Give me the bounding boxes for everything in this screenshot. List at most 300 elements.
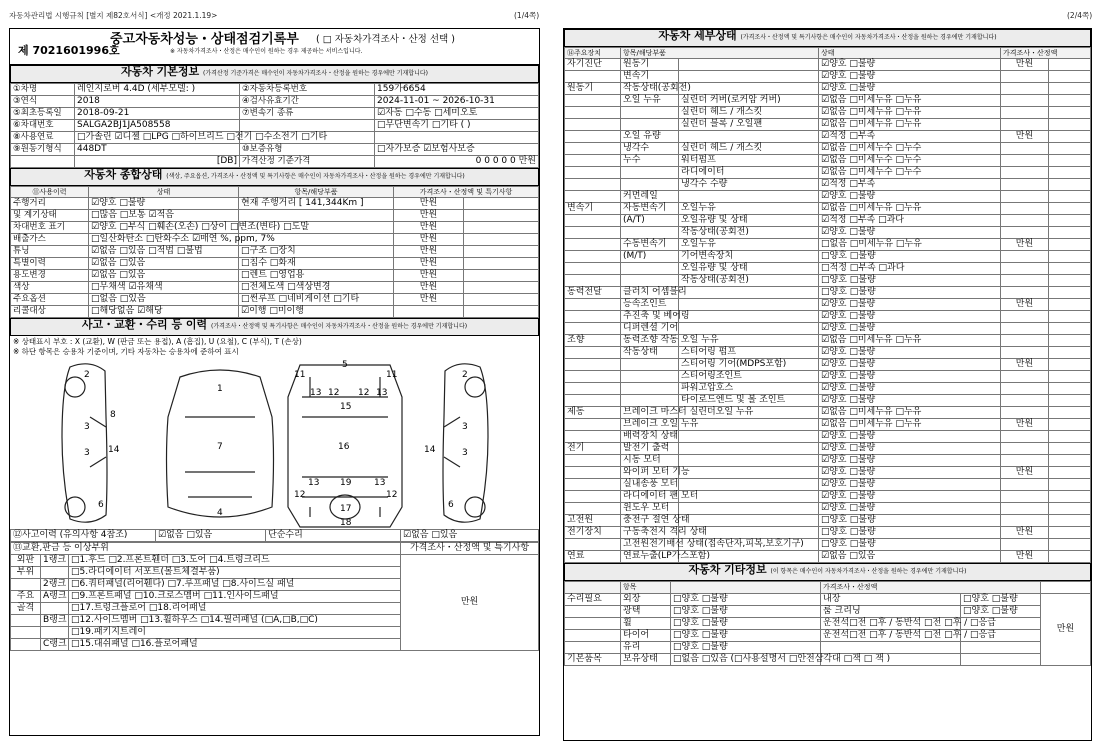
table-cell [1049, 179, 1091, 191]
table-cell [1001, 503, 1049, 515]
table-cell [1049, 215, 1091, 227]
table-cell: 실내송풍 모터 [621, 479, 679, 491]
panel-label: 8 [110, 410, 116, 420]
table-cell [679, 431, 819, 443]
section-title: 자동차 종합상태 (색상, 주요옵션, 가격조사・산정액 및 특기사항은 매수인이 자동차가격조사・산정을 원하는 경우에만 기재합니다) [10, 168, 539, 186]
table-cell: 시동 모터 [621, 455, 679, 467]
table-cell [1049, 479, 1091, 491]
table-cell [11, 627, 41, 639]
table-cell [679, 419, 819, 431]
table-cell [1001, 275, 1049, 287]
table-row [565, 371, 1091, 383]
table-cell: ⑭주요장치 [565, 48, 621, 59]
table-cell: □6.쿼터패널(리어휀다) □7.루프패널 □8.사이드실 패널 [69, 579, 401, 591]
table-cell [565, 491, 621, 503]
table-cell: 브레이크 마스터 실린더오일 누유 [621, 407, 679, 419]
table-cell [11, 615, 41, 627]
table-cell [621, 383, 679, 395]
table-row [565, 491, 1091, 503]
table-cell [1049, 83, 1091, 95]
table-cell: 1랭크 [41, 555, 69, 567]
table-cell: 냉각수 [621, 143, 679, 155]
table-cell: ⑧사용연료 [11, 132, 75, 144]
form-header: 자동차관리법 시행규칙 [별지 제82호서식] <개정 2021.1.19> [9, 11, 218, 20]
table-cell [1001, 227, 1049, 239]
table-cell: 수동변속기 [621, 239, 679, 251]
table-cell: 오일누유 [679, 203, 819, 215]
table-cell [1001, 71, 1049, 83]
table-cell: ☑양호 □불량 [819, 383, 1001, 395]
table-cell: □전체도색 □색상변경 [239, 282, 394, 294]
table-cell [1049, 203, 1091, 215]
table-row [11, 543, 539, 555]
table-cell: 스티어링조인트 [679, 371, 819, 383]
table-row [565, 119, 1091, 131]
table-cell: 자동변속기 [621, 203, 679, 215]
table-cell [464, 222, 539, 234]
section-title: 자동차 기본정보 (가격산정 기준가격은 매수인이 자동차가격조사・산정을 원하는 경우에만 기재합니다) [10, 65, 539, 83]
table-cell [464, 234, 539, 246]
table-cell [679, 191, 819, 203]
table-cell: 가격조사・산정액 및 특기사항 [394, 187, 539, 198]
table-cell [1049, 359, 1091, 371]
table-cell: 항목/해당부품 [621, 48, 819, 59]
table-cell: 가격산정 기준가격 [240, 156, 375, 168]
table-cell: 추진축 및 베어링 [621, 311, 679, 323]
table-cell: 2018-09-21 [75, 108, 240, 120]
table-cell: ☑양호 □불량 [89, 198, 239, 210]
table-cell: 만원 [1001, 527, 1049, 539]
table-cell [1001, 395, 1049, 407]
table-cell: ☑양호 □불량 [819, 491, 1001, 503]
table-cell [565, 119, 621, 131]
table-cell: 만원 [1001, 131, 1049, 143]
table-row [565, 227, 1091, 239]
table-cell [1049, 383, 1091, 395]
table-cell: 리콜대상 [11, 306, 89, 318]
table-cell [1001, 179, 1049, 191]
table-cell [1049, 263, 1091, 275]
table-cell: 만원 [1001, 419, 1049, 431]
table-cell [565, 347, 621, 359]
table-cell: 가격조사・산정액 [821, 582, 1041, 594]
table-cell [565, 191, 621, 203]
table-cell [464, 258, 539, 270]
table-cell [1049, 371, 1091, 383]
table-cell [679, 455, 819, 467]
table-cell: 스티어링 펌프 [679, 347, 819, 359]
table-row [565, 167, 1091, 179]
table-cell: 색상 [11, 282, 89, 294]
table-cell: ☑없음 □미세누유 □누유 [819, 335, 1001, 347]
table-cell: 상태 [819, 48, 1001, 59]
table-row [565, 503, 1091, 515]
table-cell [1001, 287, 1049, 299]
table-cell: C랭크 [41, 639, 69, 651]
table-cell [464, 198, 539, 210]
table-cell: 연료 [565, 551, 621, 563]
table-row [11, 246, 539, 258]
table-cell [1001, 335, 1049, 347]
table-cell [621, 359, 679, 371]
table-cell: 항목/해당부품 [239, 187, 394, 198]
table-row [565, 359, 1091, 371]
table-cell [1049, 59, 1091, 71]
panel-label: 12 [328, 388, 340, 398]
page-number: (2/4쪽) [1067, 11, 1093, 20]
table-row [11, 84, 539, 96]
table-cell: □15.대쉬패널 □16.플로어패널 [69, 639, 401, 651]
table-cell [464, 246, 539, 258]
table-cell: 작동상태(공회전) [621, 83, 679, 95]
table-row [11, 144, 539, 156]
table-cell: □렌트 □영업용 [239, 270, 394, 282]
table-row [565, 215, 1091, 227]
table-cell [621, 275, 679, 287]
table-cell [565, 263, 621, 275]
table-cell: □양호 □불량 [819, 515, 1001, 527]
table-cell: 2018 [75, 96, 240, 108]
table-row [565, 654, 1091, 666]
table-row [565, 275, 1091, 287]
table-cell: □양호 □불량 [671, 630, 821, 642]
table-cell [565, 539, 621, 551]
table-cell: ☑적정 □부족 [819, 131, 1001, 143]
panel-label: 12 [358, 388, 370, 398]
table-row [565, 251, 1091, 263]
panel-label: 17 [340, 504, 352, 514]
table-row [11, 258, 539, 270]
table-cell: ☑양호 □불량 [819, 371, 1001, 383]
table-cell: 오일 유량 [621, 131, 679, 143]
table-cell [1049, 431, 1091, 443]
table-cell [565, 215, 621, 227]
table-cell: 냉각수 수량 [679, 179, 819, 191]
table-cell: ☑자동 □수동 □세미오토 [375, 108, 539, 120]
table-cell: ☑양호 □불량 [819, 311, 1001, 323]
table-cell [464, 282, 539, 294]
table-cell: ☑없음 □미세누유 □누유 [819, 203, 1001, 215]
overall-status-table [10, 186, 539, 318]
table-cell [1049, 107, 1091, 119]
table-cell: ☑없음 □있음 [89, 258, 239, 270]
table-cell: ☑없음 □있음 [156, 530, 266, 542]
table-cell [565, 239, 621, 251]
table-cell: 전기장치 [565, 527, 621, 539]
table-cell [565, 503, 621, 515]
table-cell: 차대번호 표기 [11, 222, 89, 234]
table-cell: ⑤최초등록일 [11, 108, 75, 120]
table-cell: 만원 [394, 282, 464, 294]
panel-label: 15 [340, 402, 352, 412]
table-cell [1049, 551, 1091, 563]
table-cell: 실린더 커버(로커암 커버) [679, 95, 819, 107]
table-cell: 등속조인트 [621, 299, 679, 311]
table-cell [1049, 467, 1091, 479]
panel-label: 12 [386, 490, 398, 500]
table-cell: □9.프론트패널 □10.크로스멤버 □11.인사이드패널 [69, 591, 401, 603]
legend: ※ 상태표시 부호 : X (교환), W (판금 또는 용접), A (흠집), U (요철), C (부식), T (손상) [13, 337, 302, 346]
table-row [565, 263, 1091, 275]
table-cell: 만원 [394, 270, 464, 282]
table-cell: ☑없음 □미세누유 □누유 [819, 419, 1001, 431]
table-cell: ☑양호 □불량 [819, 191, 1001, 203]
table-cell: 워터펌프 [679, 155, 819, 167]
table-cell [565, 299, 621, 311]
table-cell [464, 294, 539, 306]
table-cell: □많음 □보통 ☑적음 [89, 210, 239, 222]
table-cell [565, 642, 621, 654]
table-cell [679, 311, 819, 323]
table-cell [1049, 503, 1091, 515]
table-cell [621, 371, 679, 383]
table-cell [679, 131, 819, 143]
table-cell [679, 83, 819, 95]
table-cell [11, 156, 75, 168]
etc-table [564, 581, 1091, 666]
table-cell: SALGA2BJ1JA508558 [75, 120, 240, 132]
doc-title-block [10, 29, 539, 65]
table-row [565, 594, 1091, 606]
page-2 [563, 28, 1092, 741]
table-cell [565, 431, 621, 443]
table-cell [1049, 335, 1091, 347]
table-cell [679, 443, 819, 455]
table-row [565, 582, 1091, 594]
table-cell: □양호 □불량 [961, 594, 1041, 606]
table-row [565, 455, 1091, 467]
table-cell: 외장 [621, 594, 671, 606]
panel-label: 3 [462, 448, 468, 458]
table-cell [1001, 155, 1049, 167]
table-cell: □무채색 ☑유채색 [89, 282, 239, 294]
table-cell: 현재 주행거리 [ 141,344Km ] [239, 198, 394, 210]
table-cell [1001, 383, 1049, 395]
table-cell: ③연식 [11, 96, 75, 108]
table-cell: 오일누유 [679, 239, 819, 251]
panel-label: 14 [424, 445, 436, 455]
table-cell: 만원 [1001, 359, 1049, 371]
table-cell [565, 311, 621, 323]
table-cell: 주행거리 [11, 198, 89, 210]
table-cell: 작동상태(공회전) [679, 227, 819, 239]
table-cell: 2024-11-01 ~ 2026-10-31 [375, 96, 539, 108]
table-cell [565, 395, 621, 407]
doc-number: 제 7021601996호 [18, 44, 120, 57]
table-row [565, 335, 1091, 347]
table-row [11, 555, 539, 567]
table-cell [821, 642, 961, 654]
table-row [11, 108, 539, 120]
table-cell: ☑없음 □미세누수 □누수 [819, 143, 1001, 155]
table-cell [565, 467, 621, 479]
table-cell: 변속기 [621, 71, 679, 83]
table-cell: 클러치 어셈블리 [621, 287, 679, 299]
table-cell: ☑양호 □불량 [819, 479, 1001, 491]
table-cell: ☑없음 □미세누유 □누유 [819, 407, 1001, 419]
table-cell: 윈도우 모터 [621, 503, 679, 515]
table-cell: ☑양호 □불량 [819, 395, 1001, 407]
panel-label: 13 [308, 478, 320, 488]
table-cell: 동력조향 작동 오일 누유 [621, 335, 679, 347]
table-cell: □1.후드 □2.프론트휀더 □3.도어 □4.트렁크리드 [69, 555, 401, 567]
table-cell [1049, 323, 1091, 335]
table-cell [1049, 119, 1091, 131]
panel-label: 18 [340, 518, 352, 528]
table-row [565, 419, 1091, 431]
table-cell [961, 654, 1041, 666]
table-cell: 발전기 출력 [621, 443, 679, 455]
table-cell: (M/T) [621, 251, 679, 263]
table-cell [565, 479, 621, 491]
table-row [565, 143, 1091, 155]
table-cell [565, 95, 621, 107]
table-cell [1001, 479, 1049, 491]
table-cell: 수리필요 [565, 594, 621, 606]
table-cell: 만원 [394, 294, 464, 306]
table-cell: ④검사유효기간 [240, 96, 375, 108]
table-cell [1049, 227, 1091, 239]
table-cell: 및 계기상태 [11, 210, 89, 222]
table-cell [679, 71, 819, 83]
table-row [11, 187, 539, 198]
table-cell [565, 227, 621, 239]
table-cell [565, 618, 621, 630]
table-row [565, 287, 1091, 299]
table-cell: ⑫사고이력 (유의사항 4참조) [11, 530, 156, 542]
table-row [11, 294, 539, 306]
table-row [565, 407, 1091, 419]
table-cell: ☑양호 □부식 □훼손(오손) □상이 □변조(변타) □도말 [89, 222, 239, 234]
table-cell [1049, 407, 1091, 419]
table-cell: 골격 [11, 603, 41, 615]
table-row [11, 270, 539, 282]
table-cell: ⑥차대번호 [11, 120, 75, 132]
table-cell: 오일 누유 [621, 95, 679, 107]
table-cell [679, 479, 819, 491]
table-cell: 자기진단 [565, 59, 621, 71]
table-cell [1041, 582, 1091, 594]
panel-label: 5 [342, 360, 348, 370]
table-cell [565, 143, 621, 155]
table-cell: 만원 [1001, 239, 1049, 251]
table-cell: 충전구 절연 상태 [621, 515, 679, 527]
table-row [565, 83, 1091, 95]
table-cell: □양호 □불량 [819, 287, 1001, 299]
table-cell: 만원 [394, 210, 464, 222]
table-cell [1049, 95, 1091, 107]
table-cell: 디퍼렌셜 기어 [621, 323, 679, 335]
table-cell [1001, 371, 1049, 383]
panel-label: 13 [310, 388, 322, 398]
panel-label: 3 [462, 422, 468, 432]
table-cell [41, 567, 69, 579]
table-cell: 만원 [1001, 299, 1049, 311]
table-cell [1001, 83, 1049, 95]
table-cell [1049, 491, 1091, 503]
table-cell: ②자동차등록번호 [240, 84, 375, 96]
table-cell: □양호 □불량 [671, 606, 821, 618]
section-title: 사고・교환・수리 등 이력 (가격조사・산정액 및 특기사항은 매수인이 자동차가격조사・산정을 원하는 경우에만 기재합니다) [10, 318, 539, 336]
table-cell [565, 455, 621, 467]
table-cell [565, 71, 621, 83]
panel-label: 6 [98, 500, 104, 510]
table-cell: 특별이력 [11, 258, 89, 270]
table-row [11, 156, 539, 168]
panel-label: 3 [84, 422, 90, 432]
panel-label: 16 [338, 442, 350, 452]
table-cell [565, 107, 621, 119]
table-cell [565, 606, 621, 618]
table-cell [1049, 419, 1091, 431]
table-cell [565, 179, 621, 191]
table-cell: □양호 □불량 [961, 606, 1041, 618]
accident-table [10, 529, 539, 542]
table-cell: 휠 [621, 618, 671, 630]
table-cell [464, 210, 539, 222]
table-cell: 파워고압호스 [679, 383, 819, 395]
table-cell: □침수 □화재 [239, 258, 394, 270]
table-cell: 만원 [1001, 467, 1049, 479]
table-cell: 만원 [394, 234, 464, 246]
table-cell: □17.트렁크플로어 □18.리어패널 [69, 603, 401, 615]
table-cell [1049, 287, 1091, 299]
table-cell [565, 275, 621, 287]
table-row [11, 210, 539, 222]
table-cell: □19.패키지트레이 [69, 627, 401, 639]
table-cell: 기본품목 [565, 654, 621, 666]
table-cell [961, 642, 1041, 654]
table-cell: ☑양호 □불량 [819, 443, 1001, 455]
table-cell: 운전석□전 □후 / 동반석 □전 □후 / □응급 [821, 630, 961, 642]
table-cell: ☑없음 □미세누수 □누수 [819, 155, 1001, 167]
table-cell: B랭크 [41, 615, 69, 627]
table-cell [565, 359, 621, 371]
table-cell [679, 503, 819, 515]
panel-label: 14 [108, 445, 120, 455]
table-row [565, 618, 1091, 630]
table-cell: 조향 [565, 335, 621, 347]
table-cell: 부위 [11, 567, 41, 579]
table-cell: ☑없음 □있음 [819, 551, 1001, 563]
panel-label: 3 [84, 448, 90, 458]
table-row [11, 234, 539, 246]
table-cell: 연료누출(LP가스포함) [621, 551, 679, 563]
table-row [565, 479, 1091, 491]
table-row [11, 222, 539, 234]
table-cell [1001, 191, 1049, 203]
table-cell: [DB] [75, 156, 240, 168]
table-cell [1001, 311, 1049, 323]
table-cell: ⑬교환,판금 등 이상부위 [11, 543, 401, 555]
table-cell: □양호 □불량 [819, 275, 1001, 287]
table-row [565, 155, 1091, 167]
detail-status-table [564, 47, 1091, 563]
table-cell [679, 491, 819, 503]
table-cell: (A/T) [621, 215, 679, 227]
table-cell [1001, 323, 1049, 335]
table-cell: 변속기 [565, 203, 621, 215]
table-cell [1001, 263, 1049, 275]
exchange-table [10, 542, 539, 651]
panel-label: 13 [376, 388, 388, 398]
table-row [11, 198, 539, 210]
table-cell [1001, 431, 1049, 443]
table-row [565, 323, 1091, 335]
table-cell: 고전원 [565, 515, 621, 527]
table-row [565, 299, 1091, 311]
table-cell [1001, 455, 1049, 467]
